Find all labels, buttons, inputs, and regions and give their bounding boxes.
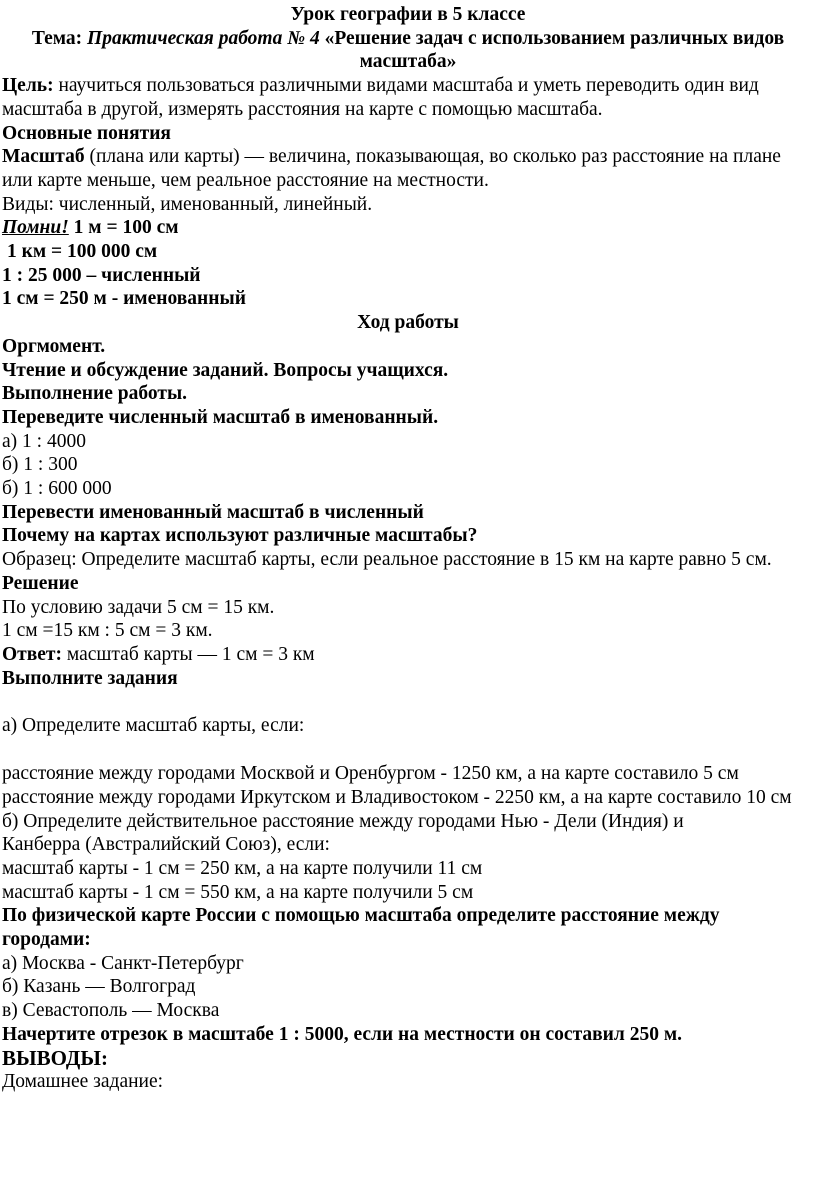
task-4-item: а) Москва - Санкт-Петербург xyxy=(2,952,244,974)
solution-line: По условию задачи 5 см = 15 км. xyxy=(2,596,275,618)
answer-label: Ответ: xyxy=(2,643,63,665)
task-1-item: б) 1 : 600 000 xyxy=(2,478,112,500)
sample: Образец: Определите масштаб карты, если реальное расстояние в 15 км на карте равно 5 см. xyxy=(2,549,772,571)
conclusions: ВЫВОДЫ: xyxy=(2,1045,108,1070)
scale-kinds: Виды: численный, именованный, линейный. xyxy=(2,193,373,215)
task-b-item: масштаб карты - 1 см = 550 км, а на карте получили 5 см xyxy=(2,881,474,903)
task-b-item: масштаб карты - 1 см = 250 км, а на карте получили 11 см xyxy=(2,857,483,879)
task-4-item: б) Казань — Волгоград xyxy=(2,976,196,998)
step-orgmoment: Оргмомент. xyxy=(2,335,106,357)
remember-1: 1 м = 100 см xyxy=(73,217,179,239)
task-a-intro: а) Определите масштаб карты, если: xyxy=(2,715,305,737)
task-a-item: расстояние между городами Иркутском и Владивостоком - 2250 км, а на карте составило 10 см xyxy=(2,786,792,808)
task-a-item: расстояние между городами Москвой и Оренбургом - 1250 км, а на карте составило 5 см xyxy=(2,763,739,785)
step-reading: Чтение и обсуждение заданий. Вопросы учащихся. xyxy=(2,359,449,381)
scale-definition xyxy=(2,145,814,192)
task-5: Начертите отрезок в масштабе 1 : 5000, если на местности он составил 250 м. xyxy=(2,1023,682,1045)
step-execution: Выполнение работы. xyxy=(2,383,188,405)
task-4-item: в) Севастополь — Москва xyxy=(2,1000,220,1022)
remember-label: Помни! xyxy=(2,217,69,239)
answer-text: масштаб карты — 1 см = 3 км xyxy=(66,643,315,665)
topic xyxy=(2,27,814,74)
scale-definition-text: — величина, показывающая, во сколько раз расстояние на плане или карте меньше, чем реальное расстояние на местности. xyxy=(2,146,781,191)
task-b-intro: б) Определите действительное расстояние между городами Нью - Дели (Индия) и Канберра (Австралийский Союз), если: xyxy=(2,810,684,856)
topic-label: Тема: xyxy=(31,27,83,49)
solution-heading: Решение xyxy=(2,572,79,594)
scale-term: Масштаб xyxy=(2,146,85,168)
remember-4: 1 см = 250 м - именованный xyxy=(2,288,246,310)
remember-line xyxy=(2,216,814,240)
goal-label: Цель: xyxy=(2,75,54,97)
answer xyxy=(2,643,814,667)
task-2: Перевести именованный масштаб в численный xyxy=(2,501,424,523)
scale-term-note: (плана или карты) xyxy=(89,146,240,168)
task-1-item: а) 1 : 4000 xyxy=(2,430,86,452)
goal-text: научиться пользоваться различными видами масштаба и уметь переводить один вид масштаба в другой, измерять расстояния на карте с помощью масштаба. xyxy=(2,75,759,120)
task-1: Переведите численный масштаб в именованный. xyxy=(2,406,439,428)
progress-heading: Ход работы xyxy=(357,312,459,334)
solution-line: 1 см =15 км : 5 см = 3 км. xyxy=(2,620,213,642)
homework: Домашнее задание: xyxy=(2,1071,164,1093)
remember-3: 1 : 25 000 – численный xyxy=(2,264,201,286)
remember-2: 1 км = 100 000 см xyxy=(7,241,158,263)
do-tasks-heading: Выполните задания xyxy=(2,667,178,689)
task-1-item: б) 1 : 300 xyxy=(2,454,78,476)
concepts-heading: Основные понятия xyxy=(2,122,171,144)
task-4: По физической карте России с помощью масштаба определите расстояние между городами: xyxy=(2,905,720,951)
goal xyxy=(2,74,814,121)
topic-name: «Решение задач с использованием различных видов масштаба» xyxy=(324,27,785,73)
task-3: Почему на картах используют различные масштабы? xyxy=(2,525,478,547)
lesson-title: Урок географии в 5 классе xyxy=(290,4,526,25)
topic-work: Практическая работа № 4 xyxy=(87,27,320,49)
